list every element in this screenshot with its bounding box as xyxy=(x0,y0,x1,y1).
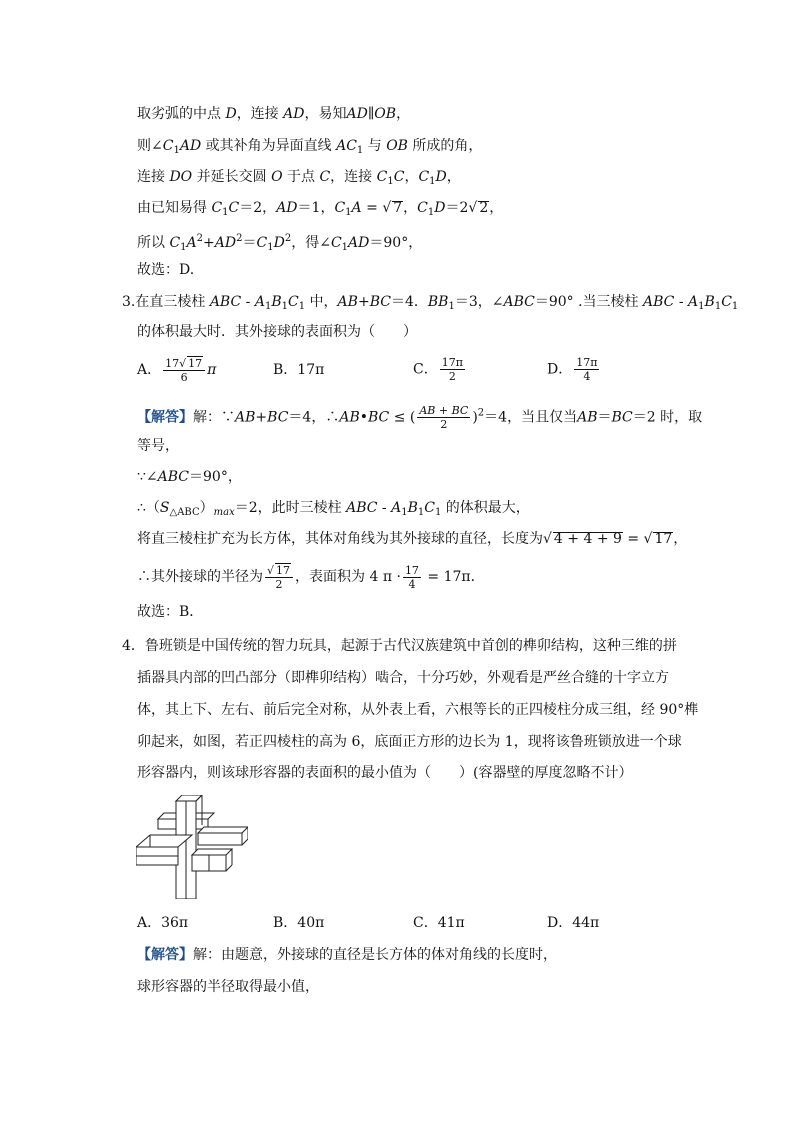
subscript: 1 xyxy=(401,507,408,518)
text: ∴其外接球的半径为 xyxy=(137,569,263,585)
luban-lock-figure xyxy=(136,795,248,903)
text: 解：由题意，外接球的直径是长方体的体对角线的长度时， xyxy=(193,947,557,963)
text: AD xyxy=(283,106,305,122)
subscript: 1 xyxy=(173,145,180,156)
radicand: 17 xyxy=(276,564,291,577)
sqrt-sign: √ xyxy=(267,564,275,577)
subscript: 1 xyxy=(731,301,739,312)
text-line xyxy=(137,168,461,191)
text: 取劣弧的中点 xyxy=(137,106,226,122)
text-line xyxy=(137,230,422,257)
text-line: 故选：D. xyxy=(137,262,195,278)
question-3 xyxy=(122,293,738,316)
text: ABC xyxy=(346,500,378,516)
text: ） xyxy=(199,500,214,516)
text: + xyxy=(203,235,215,251)
text: ，易知 xyxy=(304,106,347,122)
text: ABC xyxy=(157,469,190,485)
text: ＝3，∠ xyxy=(454,294,504,310)
text: A xyxy=(186,235,197,251)
text: 则∠ xyxy=(137,138,163,154)
text: - xyxy=(377,500,392,516)
sqrt-sign: √ xyxy=(382,200,392,216)
subscript: 1 xyxy=(427,207,435,218)
option-c: C．41π xyxy=(413,915,465,931)
text: AB xyxy=(235,409,256,426)
text: ＝2， xyxy=(239,200,277,216)
text: AD xyxy=(348,235,370,251)
denominator: 4 xyxy=(408,577,416,591)
text: AC xyxy=(336,138,357,154)
solution-4 xyxy=(137,946,557,964)
denominator: 2 xyxy=(440,418,448,431)
text: AD xyxy=(214,235,237,251)
text-line xyxy=(137,137,482,160)
text: AB xyxy=(577,409,598,426)
subscript: 1 xyxy=(698,301,705,312)
text: A xyxy=(391,500,402,516)
option-label: D． xyxy=(547,361,573,378)
subscript: 1 xyxy=(387,176,394,187)
text: C xyxy=(288,294,299,310)
fraction xyxy=(574,356,599,383)
text: B xyxy=(704,294,715,310)
text: AD xyxy=(276,200,298,216)
text: C xyxy=(376,169,388,185)
sqrt-sign: √ xyxy=(468,200,478,216)
radicand: 17 xyxy=(188,357,203,370)
text-line: 体，其上下、左右、前后完全对称，从外表上看，六根等长的正四棱柱分成三组，经 90°榫 xyxy=(137,702,699,718)
text: + xyxy=(255,409,268,426)
option-c xyxy=(413,356,467,383)
subscript: 1 xyxy=(417,507,425,518)
text: 所以 xyxy=(137,235,170,251)
text: ＝4，当且仅当 xyxy=(484,409,578,426)
text: ，表面积为 4 π · xyxy=(295,569,401,585)
numerator: 17 xyxy=(404,563,419,577)
text: D xyxy=(225,106,237,122)
denominator: 2 xyxy=(448,370,456,383)
text: ≤ ( xyxy=(389,409,416,426)
subscript: 1 xyxy=(448,301,455,312)
fraction xyxy=(265,563,293,591)
fraction xyxy=(440,356,465,383)
denominator: 4 xyxy=(583,370,591,383)
radicand: 17 xyxy=(654,531,673,547)
subscript: 1 xyxy=(345,207,352,218)
denominator: 2 xyxy=(275,578,283,591)
subscript: 1 xyxy=(298,301,306,312)
text: 连接 xyxy=(137,169,170,185)
text: C xyxy=(424,500,435,516)
text: B xyxy=(407,500,418,516)
text: ＝2 xyxy=(445,200,469,216)
text: D xyxy=(435,169,447,185)
text: BC xyxy=(368,409,390,426)
option-label: A． xyxy=(137,362,162,378)
text: ABC xyxy=(209,294,242,310)
text: O xyxy=(271,169,283,185)
text: C xyxy=(162,138,174,154)
text: 将直三棱柱扩充为长方体，其体对角线为其外接球的直径，长度为 xyxy=(137,531,543,547)
text: ， xyxy=(489,200,504,216)
text-line xyxy=(137,468,242,486)
numerator: 17π xyxy=(441,356,463,369)
text: ＝ xyxy=(242,235,257,251)
text-line xyxy=(137,105,410,123)
text: 3.在直三棱柱 xyxy=(122,294,210,310)
text: 与 xyxy=(363,138,387,154)
subscript: 1 xyxy=(356,145,364,156)
numerator: AB + BC xyxy=(419,404,469,417)
text: 并延长交圆 xyxy=(192,169,272,185)
subscript: 1 xyxy=(264,301,272,312)
text: 由已知易得 xyxy=(137,200,212,216)
text: - xyxy=(674,294,689,310)
subscript: 1 xyxy=(281,301,288,312)
text: BC xyxy=(267,409,289,426)
text: ＝90°， xyxy=(189,469,242,485)
text: C xyxy=(721,294,732,310)
text: OB xyxy=(386,138,408,154)
luban-lock-illustration xyxy=(136,795,248,899)
radicand: 7 xyxy=(393,200,403,216)
text: C xyxy=(417,200,428,216)
text: C xyxy=(418,169,430,185)
text: ＝ xyxy=(597,409,612,426)
text: C xyxy=(256,235,268,251)
subscript: 1 xyxy=(714,301,722,312)
text: BC xyxy=(369,294,391,310)
text-line xyxy=(137,563,485,591)
text: ∴（ xyxy=(137,500,160,516)
subscript: △ABC xyxy=(169,507,200,518)
text: C xyxy=(393,169,405,185)
subscript: max xyxy=(213,507,235,518)
text: C xyxy=(169,235,181,251)
text: ＝4，∴ xyxy=(288,409,340,426)
text: = 17π． xyxy=(422,569,485,585)
subscript: 1 xyxy=(434,507,442,518)
option-label: C． xyxy=(413,361,438,378)
text: ＝90° .当三棱柱 xyxy=(534,294,644,310)
text: ， xyxy=(673,531,688,547)
text: ＝90°， xyxy=(369,235,423,251)
fraction xyxy=(417,404,470,431)
text: ABC xyxy=(643,294,675,310)
answer-tag: 【解答】 xyxy=(137,947,193,963)
radicand: 4 + 4 + 9 xyxy=(553,531,622,547)
text-line xyxy=(137,530,687,548)
text: C xyxy=(211,200,223,216)
superscript: 2 xyxy=(236,233,243,244)
text: ) xyxy=(472,409,478,426)
text: ，连接 xyxy=(236,106,284,122)
radicand: 2 xyxy=(479,200,489,216)
text-line: 故选：B． xyxy=(137,604,204,620)
text: π xyxy=(207,362,217,378)
text-line xyxy=(137,199,503,222)
text: ＝1， xyxy=(297,200,335,216)
text: BC xyxy=(611,409,633,426)
text: 所成的角， xyxy=(407,138,483,154)
text: 17 xyxy=(165,357,180,370)
text: AD∥OB xyxy=(346,106,397,122)
question-4: 4．鲁班锁是中国传统的智力玩具，起源于古代汉族建筑中首创的榫卯结构，这种三维的拼 xyxy=(122,638,677,654)
option-d xyxy=(547,356,601,383)
fraction xyxy=(403,564,421,591)
numerator xyxy=(265,563,293,578)
text-line: 形容器内，则该球形容器的表面积的最小值为（ ）(容器壁的厚度忽略不计） xyxy=(137,765,633,781)
text: C xyxy=(228,200,240,216)
fraction xyxy=(163,356,205,384)
sqrt-sign: √ xyxy=(643,531,653,547)
text-line: 等号， xyxy=(137,438,179,454)
text-line: 球形容器的半径取得最小值， xyxy=(137,979,319,995)
text: ， xyxy=(403,200,418,216)
subscript: 1 xyxy=(180,242,187,253)
text-line xyxy=(137,499,530,522)
text: 或其补角为异面直线 xyxy=(201,138,337,154)
text: ，得∠ xyxy=(291,235,331,251)
option-b: B．17π xyxy=(273,362,325,378)
text: A xyxy=(351,200,362,216)
text: ABC xyxy=(503,294,535,310)
numerator xyxy=(163,356,205,371)
solution-3 xyxy=(137,404,702,431)
text: AB xyxy=(337,294,358,310)
text: A xyxy=(254,294,265,310)
text: AB xyxy=(339,409,360,426)
subscript: 1 xyxy=(267,242,274,253)
text: + xyxy=(357,294,370,310)
text: ＝2 时，取 xyxy=(632,409,703,426)
text: = xyxy=(622,531,644,547)
option-a: A．36π xyxy=(137,915,189,931)
text: 解：∵ xyxy=(193,409,235,426)
subscript: 1 xyxy=(341,242,349,253)
sqrt-sign: √ xyxy=(179,357,187,370)
text: ， xyxy=(446,169,461,185)
text: D xyxy=(434,200,446,216)
text: B xyxy=(271,294,282,310)
text: 的体积最大， xyxy=(441,500,530,516)
text: D xyxy=(273,235,285,251)
text: C xyxy=(330,235,342,251)
text: A xyxy=(688,294,699,310)
text: ＝2，此时三棱柱 xyxy=(234,500,347,516)
text-line: 的体积最大时．其外接球的表面积为（ ） xyxy=(137,324,417,340)
text: 中， xyxy=(305,294,338,310)
option-d: D．44π xyxy=(547,915,600,931)
text: ， xyxy=(404,169,419,185)
text: C xyxy=(334,200,346,216)
text: 于点 xyxy=(282,169,320,185)
text: ， xyxy=(396,106,411,122)
numerator: 17π xyxy=(576,356,598,369)
subscript: 1 xyxy=(429,176,436,187)
denominator: 6 xyxy=(180,371,188,384)
text: AD xyxy=(179,138,202,154)
option-a xyxy=(137,356,216,384)
subscript: 1 xyxy=(222,207,229,218)
text: = xyxy=(361,200,383,216)
text: • xyxy=(359,409,368,426)
superscript: 2 xyxy=(477,407,485,419)
text: BB xyxy=(427,294,449,310)
text: - xyxy=(241,294,255,310)
text-line: 卯起来，如图，若正四棱柱的高为 6，底面正方形的边长为 1，现将该鲁班锁放进一个球 xyxy=(137,734,682,750)
option-b: B．40π xyxy=(273,915,325,931)
text: S xyxy=(159,500,170,516)
sqrt-sign: √ xyxy=(543,531,552,547)
text: DO xyxy=(169,169,193,185)
superscript: 2 xyxy=(284,233,292,244)
text: ∵∠ xyxy=(137,469,158,485)
text: C xyxy=(319,169,331,185)
text: ，连接 xyxy=(330,169,377,185)
text-line: 插器具内部的凹凸部分（即榫卯结构）啮合，十分巧妙，外观看是严丝合缝的十字立方 xyxy=(137,670,669,686)
superscript: 2 xyxy=(196,233,204,244)
answer-tag: 【解答】 xyxy=(137,409,193,426)
text: ＝4． xyxy=(390,294,428,310)
